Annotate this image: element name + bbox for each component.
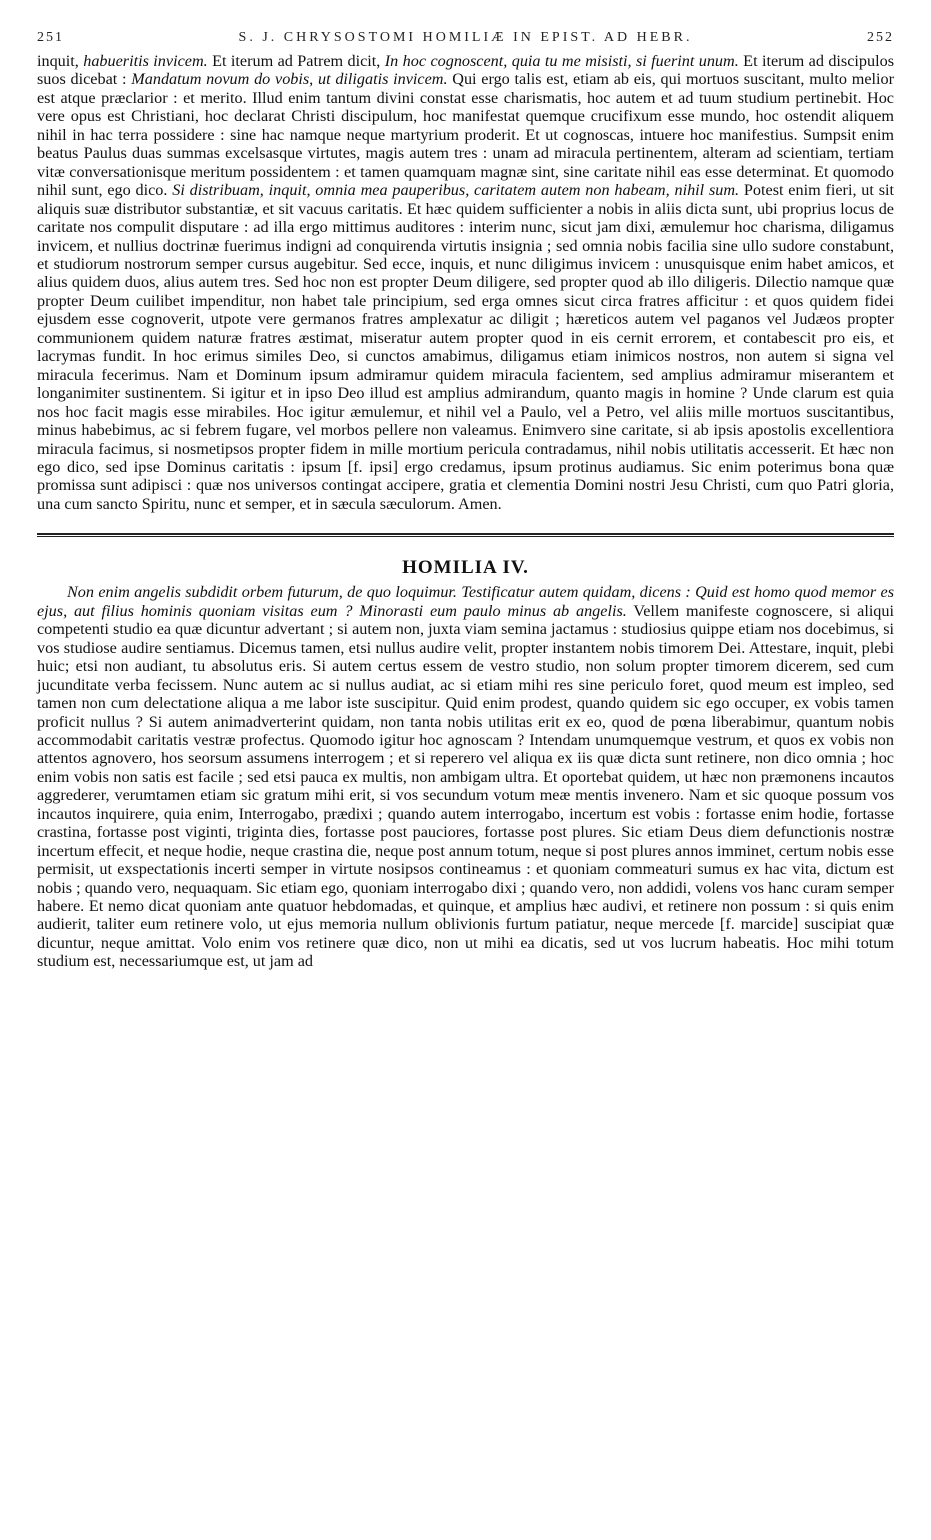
scripture-quote: habueritis invicem. [83, 52, 208, 70]
text-run: Potest enim fieri, ut sit aliquis suæ distributor substantiæ, et sit vacuus caritatis. Et hæc quidem sufficienter a nobis in aliis dicta sunt, ubi proprius locus de caritate nos compulit disputare : ad illa ergo mittimus auditores : interim nunc, sicut jam dixi, æmulemur hoc charisma, diligamus invicem, et nullius doctrinæ fuerimus indigni ad conquirenda virtutis insignia ; sed omnia nobis facilia sine ullo sudore constabunt, et studiorum nostrorum semper cursus augebitur. Sed ecce, inquis, et nunc diligimus invicem : unusquisque enim habet amicos, et alius quidem duos, alius autem tres. Sed hoc non est propter Deum diligere, sed propter quod ab illo diligeris. Dilectio namque quæ propter Deum cuilibet impenditur, non habet tale principium, sed erga omnes sicut circa fratres afficitur : et quos quidem fidei ejusdem esse cognoverit, utpote vere germanos fratres amplexatur ac diligit ; hæreticos autem vel paganos vel Judæos propter communionem quidem naturæ fratres æstimat, miseratur autem propter quod in eis cernit errorem, et contabescit pro eis, et lacrymas fundit. In hoc erimus similes Deo, si cunctos amabimus, diligamus etiam inimicos nostros, non autem si signa vel miracula fecerimus. Nam et Dominum ipsum admiramur quidem miracula facientem, sed amplius admiramur miserantem et longanimiter sustinentem. Si igitur et in ipso Deo illud est amplius admirandum, quanto magis in homine ? Unde clarum est quia nos hoc facit magis esse mirabiles. Hoc igitur æmulemur, et nihil vel a Paulo, vel a Petro, vel aliis mille mortuos suscitantibus, minus habebimus, ac si febrem fugare, vel morbos pellere non valeamus. Enimvero sine caritate, si ab ipsis apostolis excellentiora miracula facimus, si nosmetipsos propter fidem in mille mortium pericula contradamus, nihil nobis utilitatis accesserit. Et hæc non ego dico, sed ipse Dominus caritatis : ipsum [f. ipsi] ergo credamus, ipsum protinus audiamus. Sic enim poterimus bona quæ promissa sunt adipisci : quæ nos universos contingat accipere, gratia et clementia Domini nostri Jesu Christi, cum quo Patri gloria, una cum sancto Spiritu, nunc et semper, et in sæcula sæculorum. Amen. [37, 181, 894, 513]
text-run: Qui ergo talis est, etiam ab eis, qui mortuos suscitant, multo melior est atque præclarior : et merito. Illud enim tantum divini constat esse charismatis, hoc autem et ad tuum studium pertinebit. Hoc vere opus est Christiani, hoc declarat Christi discipulum, hoc manifestat quemque crucifixum esse mundo, hoc ostendit aliquem nihil in hac terra possidere : sine hac namque neque martyrium proderit. Et ut cognoscas, intuere hoc manifestius. Sumpsit enim beatus Paulus duas summas excelsasque virtutes, magis autem tres : unam ad miracula pertinentem, alteram ad scientiam, tertiam vitæ conversationisque meritum possidentem : et tamen quamquam magnæ sint, sine caritate nihil eas esse determinat. Et quomodo nihil sunt, ego dico. [37, 70, 894, 200]
page [37, 30, 894, 971]
text-run: Et iterum ad Patrem dicit, [207, 52, 385, 70]
text-run: inquit, [37, 52, 84, 70]
homily-title: HOMILIA IV. [402, 557, 529, 579]
homily-iv-text [37, 583, 894, 971]
section-divider [37, 533, 894, 537]
homily-iii-conclusion [37, 52, 894, 513]
scripture-quote: In hoc cognoscent, quia tu me misisti, si fuerint unum. [384, 52, 739, 70]
scripture-quote: Non enim angelis subdidit orbem futurum, de quo loquimur. Testificatur autem quidam, dicens : Quid est homo quod memor es ejus, aut filius hominis quoniam visitas eum ? Minorasti eum paulo minus ab angelis. [37, 583, 894, 620]
scripture-quote: Mandatum novum do vobis, ut diligatis invicem. [131, 70, 448, 89]
scripture-quote: Si distribuam, inquit, omnia mea pauperibus, caritatem autem non habeam, nihil sum. [172, 181, 740, 200]
page-number-left: 251 [37, 30, 64, 45]
page-number-right: 252 [866, 30, 894, 45]
running-title: S. J. CHRYSOSTOMI HOMILIÆ IN EPIST. AD HEBR. [238, 30, 693, 45]
text-run: Vellem manifeste cognoscere, si aliqui competenti studio ea quæ dicuntur advertant ; si autem non, juxta viam semina jactamus : studiosius quippe etiam nos docebimus, si vos studiose audire sentiamus. Dicemus tamen, etsi nullus audire velit, propter instantem nobis timorem Dei. Attestare, inquit, plebi huic; etsi non audiant, tu absolutus eris. Si autem certus essem de vestro studio, non solum propter timorem dicerem, sed cum jucunditate verba fecissem. Nunc autem ac si nullus audiat, ac si etiam mihi res sine periculo foret, quod meum est impleo, sed tamen non cum delectatione aliqua a me labor iste suscipitur. Quid enim prodest, quando quidem sic ego occuper, ex vobis tamen proficit nullus ? Si autem animadverterint quidam, non tanta nobis utilitas erit ex eo, quod de pœna liberabimur, quantum nobis accommodabit caritatis vestræ profectus. Quomodo igitur hoc agnoscam ? Intendam unumquemque vestrum, et quos ex vobis non attentos agnovero, hos seorsum assumens interrogem ; et si reperero vel aliqua ex iis quæ dicta sunt retinere, non dico omnia ; hoc enim vobis non satis est facile ; sed etsi pauca ex multis, non ambigam ultra. Et oportebat quidem, ut hæc non præmonens incautos aggrederer, verumtamen etiam sic gratum mihi erit, si vos secundum votum meæ mentis invenero. Nam et sic quoque possum vos incautos inquirere, quia enim, Interrogabo, prædixi ; quando autem interrogabo, incertum est vobis : fortasse enim hodie, fortasse crastina, fortasse post viginti, triginta dies, fortasse post pauciores, fortasse post plures. Sic etiam Deus diem defunctionis nostræ incertum effecit, et neque hodie, neque crastina die, neque post annum totum, neque si post plures annos imminet, certum nobis esse permisit, ut exspectationis incerti semper in virtute nosipsos contineamus : et quoniam commeaturi sumus ex hac vita, dictum est nobis ; quando vero, nequaquam. Sic etiam ego, quoniam interrogabo dixi ; quando vero, non addidi, volens vos hanc curam semper habere. Et nemo dicat quoniam ante quatuor hebdomadas, et quinque, et amplius hæc audivi, et retinere non possum : si quis enim audierit, taliter eum retinere volo, ut ejus memoria nullum oblivionis furtum patiatur, neque mercede [f. marcide] suscipiat quæ dicuntur, neque amittat. Volo enim vos retinere quæ dico, non ut mihi ea dicatis, sed ut vos lucrum habeatis. Hoc mihi totum studium est, necessariumque est, ut jam ad [37, 601, 894, 971]
running-head [37, 30, 894, 52]
text-run: Et iterum ad discipulos suos dicebat : [37, 52, 894, 89]
